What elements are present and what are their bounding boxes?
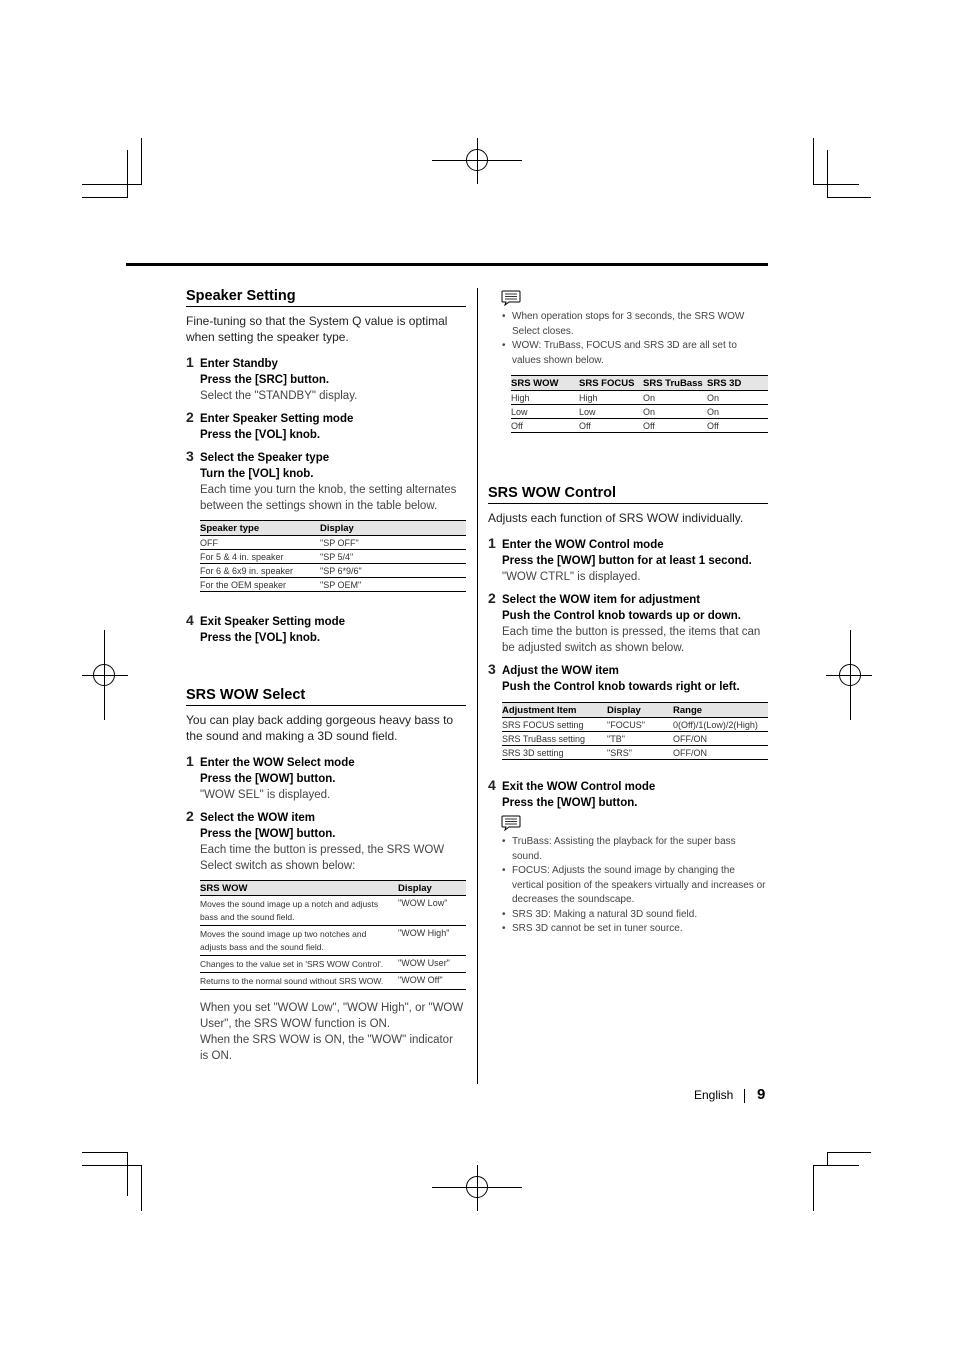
note-item: • When operation stops for 3 seconds, the SRS WOW Select closes. bbox=[502, 310, 762, 339]
table-cell: On bbox=[643, 405, 707, 419]
section-intro: You can play back adding gorgeous heavy bass to the sound and making a 3D sound field. bbox=[186, 713, 454, 743]
step-action: Push the Control knob towards right or left. bbox=[502, 681, 740, 693]
footer-language: English bbox=[694, 1088, 734, 1102]
step-action: Press the [VOL] knob. bbox=[200, 632, 321, 644]
table-cell: For the OEM speaker bbox=[200, 578, 320, 592]
table-header: Speaker type bbox=[200, 521, 320, 536]
table-cell: OFF/ON bbox=[673, 732, 768, 746]
wow-control-table bbox=[502, 702, 768, 760]
step-title: Exit the WOW Control mode bbox=[502, 781, 656, 793]
step-action: Press the [WOW] button for at least 1 second. bbox=[502, 555, 752, 567]
notes-list bbox=[502, 835, 768, 937]
table-row bbox=[200, 578, 466, 592]
table-cell: Off bbox=[511, 419, 579, 433]
step bbox=[186, 356, 466, 404]
step-list bbox=[488, 663, 768, 695]
speaker-setting-section bbox=[186, 288, 466, 345]
table-cell: High bbox=[511, 391, 579, 405]
step-title: Select the Speaker type bbox=[200, 452, 330, 464]
table-header: SRS 3D bbox=[707, 376, 768, 391]
table-row bbox=[200, 896, 466, 926]
step-title: Enter Standby bbox=[200, 358, 278, 370]
table-header: Display bbox=[320, 521, 466, 536]
note-item: • FOCUS: Adjusts the sound image by changing the vertical position of the speakers virtually and increases or decreases the soundscape. bbox=[502, 864, 768, 908]
table-cell: SRS TruBass setting bbox=[502, 732, 607, 746]
step-description: Each time the button is pressed, the SRS WOW Select switch as shown below: bbox=[200, 844, 445, 872]
step-list bbox=[488, 779, 768, 811]
table-cell: "FOCUS" bbox=[607, 718, 673, 732]
table-row bbox=[200, 926, 466, 956]
step-action: Press the [SRC] button. bbox=[200, 374, 330, 386]
table-cell: For 5 & 4 in. speaker bbox=[200, 550, 320, 564]
step-title: Exit Speaker Setting mode bbox=[200, 616, 346, 628]
step-title: Select the WOW item bbox=[200, 812, 316, 824]
table-header: Adjustment Item bbox=[502, 703, 607, 718]
step-action: Press the [WOW] button. bbox=[200, 828, 336, 840]
table-cell: "SP 5/4" bbox=[320, 550, 466, 564]
step-list bbox=[488, 592, 768, 656]
table-header: Display bbox=[398, 881, 466, 896]
step-title: Enter the WOW Control mode bbox=[502, 539, 664, 551]
step-description: Select the "STANDBY" display. bbox=[200, 390, 358, 402]
step-list bbox=[186, 450, 466, 514]
step bbox=[186, 810, 466, 874]
step-description: "WOW SEL" is displayed. bbox=[200, 789, 331, 801]
table-cell: "SP 6*9/6" bbox=[320, 564, 466, 578]
step-number: 4 bbox=[488, 777, 496, 793]
step bbox=[186, 614, 466, 646]
step-list bbox=[186, 356, 466, 404]
step-number: 3 bbox=[186, 448, 194, 464]
table-cell: Changes to the value set in 'SRS WOW Control'. bbox=[200, 956, 398, 973]
table-cell: Low bbox=[579, 405, 643, 419]
table-header: SRS WOW bbox=[200, 881, 398, 896]
table-header: SRS WOW bbox=[511, 376, 579, 391]
step-number: 2 bbox=[186, 409, 194, 425]
srs-wow-select-table bbox=[200, 880, 466, 990]
step-list bbox=[186, 755, 466, 803]
table-row bbox=[511, 405, 768, 419]
section-intro: Fine-tuning so that the System Q value is optimal when setting the speaker type. bbox=[186, 314, 448, 344]
column-divider bbox=[477, 288, 478, 1084]
table-cell: Moves the sound image up a notch and adjusts bass and the sound field. bbox=[200, 896, 398, 926]
wow-values-table bbox=[511, 375, 768, 433]
step-number: 2 bbox=[186, 808, 194, 824]
footer-separator bbox=[744, 1089, 745, 1103]
step-action: Press the [WOW] button. bbox=[502, 797, 638, 809]
step-list bbox=[186, 411, 466, 443]
step bbox=[488, 663, 768, 695]
table-cell: "WOW Off" bbox=[398, 973, 466, 990]
step-number: 1 bbox=[488, 535, 496, 551]
note-item: • SRS 3D: Making a natural 3D sound field. bbox=[502, 908, 768, 923]
step-list bbox=[186, 614, 466, 646]
step bbox=[186, 755, 466, 803]
step bbox=[186, 411, 466, 443]
section-title: SRS WOW Select bbox=[186, 687, 466, 706]
step-description: "WOW CTRL" is displayed. bbox=[502, 571, 641, 583]
notes-list bbox=[502, 310, 762, 368]
memo-icon bbox=[501, 290, 521, 306]
header-rule bbox=[126, 263, 768, 266]
wow-on-explanation bbox=[200, 1000, 464, 1064]
step-action: Turn the [VOL] knob. bbox=[200, 468, 314, 480]
table-cell: SRS FOCUS setting bbox=[502, 718, 607, 732]
table-row bbox=[502, 746, 768, 760]
table-cell: "WOW Low" bbox=[398, 896, 466, 926]
table-cell: Off bbox=[579, 419, 643, 433]
step-number: 2 bbox=[488, 590, 496, 606]
section-title: Speaker Setting bbox=[186, 288, 466, 307]
table-row bbox=[200, 536, 466, 550]
table-cell: Moves the sound image up two notches and adjusts bass and the sound field. bbox=[200, 926, 398, 956]
table-header: Display bbox=[607, 703, 673, 718]
table-header: SRS TruBass bbox=[643, 376, 707, 391]
table-cell: "SP OEM" bbox=[320, 578, 466, 592]
table-header: Range bbox=[673, 703, 768, 718]
table-row bbox=[511, 419, 768, 433]
table-cell: "WOW User" bbox=[398, 956, 466, 973]
step bbox=[488, 537, 768, 585]
table-cell: On bbox=[707, 405, 768, 419]
step-number: 1 bbox=[186, 753, 194, 769]
step-action: Press the [VOL] knob. bbox=[200, 429, 321, 441]
step bbox=[488, 779, 768, 811]
srs-wow-select-section bbox=[186, 687, 466, 744]
table-row bbox=[200, 564, 466, 578]
memo-icon bbox=[501, 815, 521, 831]
step bbox=[186, 450, 466, 514]
step-title: Enter the WOW Select mode bbox=[200, 757, 355, 769]
table-cell: "WOW High" bbox=[398, 926, 466, 956]
note-item: • WOW: TruBass, FOCUS and SRS 3D are all set to values shown below. bbox=[502, 339, 762, 368]
section-intro: Adjusts each function of SRS WOW individually. bbox=[488, 511, 744, 525]
note-item: • TruBass: Assisting the playback for the super bass sound. bbox=[502, 835, 768, 864]
table-cell: Off bbox=[707, 419, 768, 433]
step-list bbox=[488, 537, 768, 585]
table-cell: Low bbox=[511, 405, 579, 419]
table-row bbox=[502, 732, 768, 746]
table-row bbox=[200, 973, 466, 990]
step-description: Each time the button is pressed, the items that can be adjusted switch as shown below. bbox=[502, 626, 761, 654]
step bbox=[488, 592, 768, 656]
srs-wow-control-section bbox=[488, 485, 768, 526]
table-cell: "TB" bbox=[607, 732, 673, 746]
section-title: SRS WOW Control bbox=[488, 485, 768, 504]
step-number: 1 bbox=[186, 354, 194, 370]
table-cell: 0(Off)/1(Low)/2(High) bbox=[673, 718, 768, 732]
table-row bbox=[502, 718, 768, 732]
table-cell: High bbox=[579, 391, 643, 405]
table-cell: Returns to the normal sound without SRS WOW. bbox=[200, 973, 398, 990]
table-cell: Off bbox=[643, 419, 707, 433]
table-row bbox=[200, 550, 466, 564]
speaker-type-table bbox=[200, 520, 466, 592]
table-cell: "SP OFF" bbox=[320, 536, 466, 550]
table-cell: OFF/ON bbox=[673, 746, 768, 760]
step-number: 4 bbox=[186, 612, 194, 628]
step-title: Adjust the WOW item bbox=[502, 665, 619, 677]
table-cell: OFF bbox=[200, 536, 320, 550]
table-cell: On bbox=[707, 391, 768, 405]
step-title: Select the WOW item for adjustment bbox=[502, 594, 701, 606]
table-cell: On bbox=[643, 391, 707, 405]
table-cell: SRS 3D setting bbox=[502, 746, 607, 760]
step-list bbox=[186, 810, 466, 874]
paragraph: When the SRS WOW is ON, the "WOW" indicator is ON. bbox=[200, 1034, 453, 1062]
note-item: • SRS 3D cannot be set in tuner source. bbox=[502, 922, 768, 937]
step-action: Press the [WOW] button. bbox=[200, 773, 336, 785]
step-action: Push the Control knob towards up or down. bbox=[502, 610, 741, 622]
table-cell: "SRS" bbox=[607, 746, 673, 760]
page-number: 9 bbox=[757, 1086, 766, 1103]
step-description: Each time you turn the knob, the setting alternates between the settings shown in the table below. bbox=[200, 484, 457, 512]
table-row bbox=[200, 956, 466, 973]
table-cell: For 6 & 6x9 in. speaker bbox=[200, 564, 320, 578]
step-title: Enter Speaker Setting mode bbox=[200, 413, 354, 425]
paragraph: When you set "WOW Low", "WOW High", or "WOW User", the SRS WOW function is ON. bbox=[200, 1002, 464, 1030]
step-number: 3 bbox=[488, 661, 496, 677]
table-row bbox=[511, 391, 768, 405]
table-header: SRS FOCUS bbox=[579, 376, 643, 391]
